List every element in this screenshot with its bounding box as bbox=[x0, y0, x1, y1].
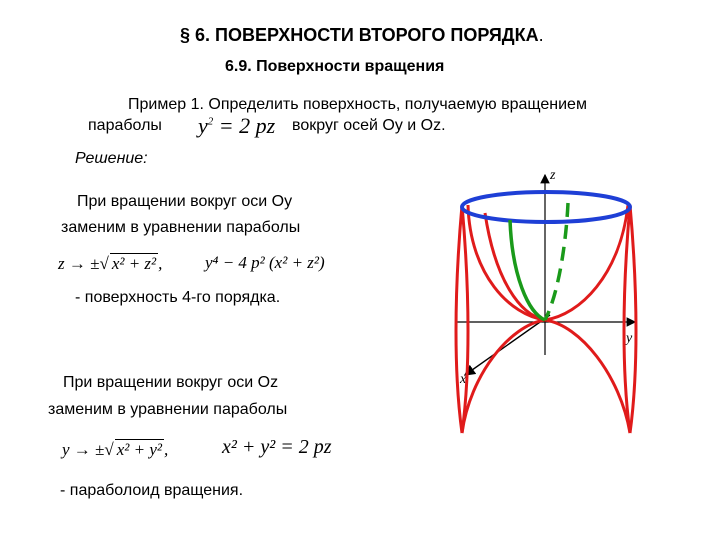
page-title bbox=[180, 25, 544, 46]
rot-z-subst-var: y bbox=[62, 440, 70, 459]
solution-label: Решение: bbox=[75, 150, 148, 167]
example-statement-line1: Пример 1. Определить поверхность, получаемую вращением bbox=[128, 96, 587, 113]
page-title-text: § 6. ПОВЕРХНОСТИ ВТОРОГО ПОРЯДКА bbox=[180, 25, 539, 45]
generating-parabola bbox=[510, 220, 545, 320]
parabola-eq-rhs: = 2 pz bbox=[218, 113, 276, 138]
rot-z-result-equation: x² + y² = 2 pz bbox=[222, 436, 332, 458]
rot-y-line1: При вращении вокруг оси Oy bbox=[77, 193, 293, 210]
rot-y-substitution: z → ±√ x² + z² , bbox=[58, 254, 163, 273]
surface-of-revolution-figure bbox=[440, 165, 650, 445]
y-axis-label: y bbox=[626, 331, 633, 346]
z-axis-label: z bbox=[550, 168, 556, 183]
example-statement-axes: вокруг осей Oy и Oz. bbox=[292, 117, 446, 134]
rot-y-subst-radicand: x² + z² bbox=[111, 254, 157, 273]
rot-y-subst-arrow: → ± bbox=[68, 254, 100, 273]
top-rim-ellipse bbox=[462, 192, 630, 222]
rot-y-line2: заменим в уравнении параболы bbox=[61, 219, 301, 236]
rot-z-subst-radicand: x² + y² bbox=[116, 440, 162, 459]
example-statement-line2: параболы bbox=[88, 117, 162, 134]
rot-z-line2: заменим в уравнении параболы bbox=[48, 401, 288, 418]
rot-z-subst-comma: , bbox=[164, 440, 169, 459]
x-axis bbox=[465, 315, 550, 375]
rot-y-subst-var: z bbox=[58, 254, 65, 273]
rot-y-subst-comma: , bbox=[158, 254, 163, 273]
page-title-dot: . bbox=[538, 25, 544, 45]
rot-z-line1: При вращении вокруг оси Oz bbox=[63, 374, 279, 391]
rot-z-substitution: y → ±√ x² + y² , bbox=[62, 440, 169, 459]
rot-z-subst-arrow: → ± bbox=[73, 440, 105, 459]
parabola-equation bbox=[198, 113, 275, 139]
x-axis-label: x bbox=[460, 372, 467, 387]
parabola-eq-lhs: y bbox=[198, 113, 208, 138]
section-subtitle: 6.9. Поверхности вращения bbox=[225, 58, 445, 75]
rot-y-result-equation: y⁴ − 4 p² (x² + z²) bbox=[205, 253, 325, 272]
rot-z-note: - параболоид вращения. bbox=[60, 482, 244, 499]
rot-y-note: - поверхность 4-го порядка. bbox=[75, 289, 281, 306]
parabola-eq-exp: 2 bbox=[207, 115, 214, 128]
